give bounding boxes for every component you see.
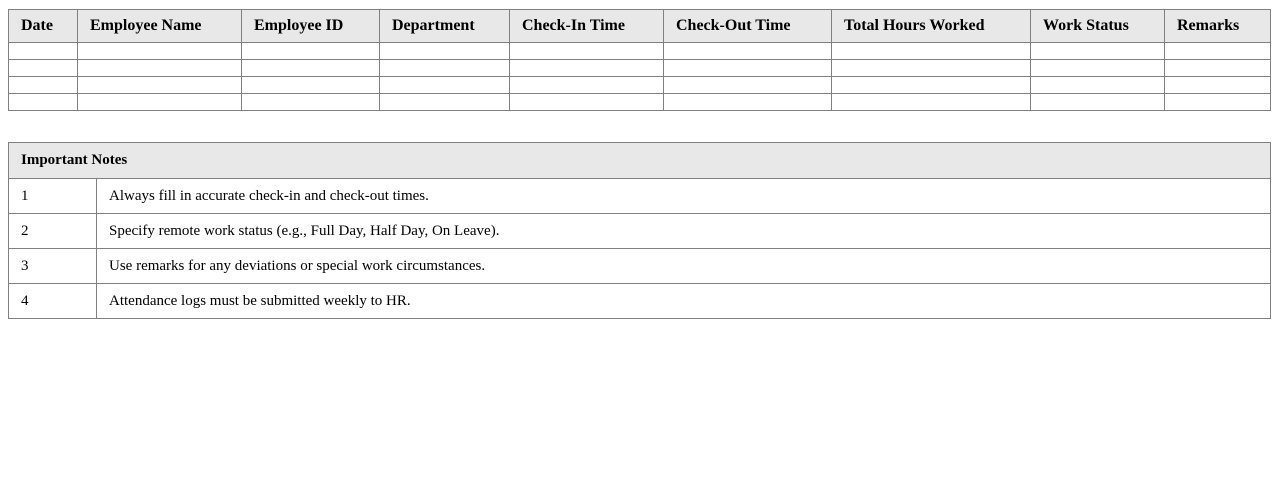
list-item bbox=[9, 284, 1271, 319]
table-cell[interactable] bbox=[510, 77, 664, 94]
list-item bbox=[9, 214, 1271, 249]
table-cell[interactable] bbox=[242, 94, 380, 111]
note-number: 3 bbox=[9, 249, 97, 284]
table-cell[interactable] bbox=[664, 94, 832, 111]
table-cell[interactable] bbox=[510, 94, 664, 111]
column-header-employee-name: Employee Name bbox=[78, 10, 242, 43]
notes-header-row bbox=[9, 143, 1271, 179]
table-cell[interactable] bbox=[380, 43, 510, 60]
note-text: Specify remote work status (e.g., Full Day, Half Day, On Leave). bbox=[97, 214, 1271, 249]
important-notes-table bbox=[8, 142, 1271, 319]
table-row bbox=[9, 94, 1271, 111]
table-cell[interactable] bbox=[832, 77, 1031, 94]
table-cell[interactable] bbox=[510, 43, 664, 60]
table-cell[interactable] bbox=[832, 94, 1031, 111]
note-number: 1 bbox=[9, 179, 97, 214]
table-cell[interactable] bbox=[9, 77, 78, 94]
table-cell[interactable] bbox=[78, 94, 242, 111]
table-cell[interactable] bbox=[380, 60, 510, 77]
table-cell[interactable] bbox=[510, 60, 664, 77]
note-number: 2 bbox=[9, 214, 97, 249]
note-text: Always fill in accurate check-in and check-out times. bbox=[97, 179, 1271, 214]
table-cell[interactable] bbox=[1031, 94, 1165, 111]
table-cell[interactable] bbox=[664, 43, 832, 60]
table-row bbox=[9, 43, 1271, 60]
note-text: Use remarks for any deviations or special work circumstances. bbox=[97, 249, 1271, 284]
list-item bbox=[9, 179, 1271, 214]
column-header-work-status: Work Status bbox=[1031, 10, 1165, 43]
column-header-check-out-time: Check-Out Time bbox=[664, 10, 832, 43]
table-cell[interactable] bbox=[1165, 43, 1271, 60]
table-row bbox=[9, 77, 1271, 94]
table-cell[interactable] bbox=[832, 60, 1031, 77]
table-cell[interactable] bbox=[78, 60, 242, 77]
table-cell[interactable] bbox=[9, 60, 78, 77]
table-cell[interactable] bbox=[664, 77, 832, 94]
column-header-total-hours-worked: Total Hours Worked bbox=[832, 10, 1031, 43]
column-header-department: Department bbox=[380, 10, 510, 43]
table-cell[interactable] bbox=[832, 43, 1031, 60]
table-cell[interactable] bbox=[1031, 43, 1165, 60]
column-header-date: Date bbox=[9, 10, 78, 43]
table-cell[interactable] bbox=[242, 60, 380, 77]
attendance-header-row bbox=[9, 10, 1271, 43]
table-row bbox=[9, 60, 1271, 77]
table-cell[interactable] bbox=[664, 60, 832, 77]
note-number: 4 bbox=[9, 284, 97, 319]
table-cell[interactable] bbox=[380, 94, 510, 111]
column-header-check-in-time: Check-In Time bbox=[510, 10, 664, 43]
list-item bbox=[9, 249, 1271, 284]
table-cell[interactable] bbox=[78, 43, 242, 60]
attendance-log-table bbox=[8, 9, 1271, 111]
table-cell[interactable] bbox=[9, 43, 78, 60]
table-cell[interactable] bbox=[78, 77, 242, 94]
table-cell[interactable] bbox=[380, 77, 510, 94]
notes-title: Important Notes bbox=[9, 143, 1271, 179]
column-header-remarks: Remarks bbox=[1165, 10, 1271, 43]
table-cell[interactable] bbox=[1031, 60, 1165, 77]
table-cell[interactable] bbox=[1031, 77, 1165, 94]
table-cell[interactable] bbox=[1165, 77, 1271, 94]
column-header-employee-id: Employee ID bbox=[242, 10, 380, 43]
table-cell[interactable] bbox=[242, 43, 380, 60]
note-text: Attendance logs must be submitted weekly to HR. bbox=[97, 284, 1271, 319]
table-cell[interactable] bbox=[1165, 60, 1271, 77]
table-cell[interactable] bbox=[9, 94, 78, 111]
table-cell[interactable] bbox=[242, 77, 380, 94]
table-cell[interactable] bbox=[1165, 94, 1271, 111]
